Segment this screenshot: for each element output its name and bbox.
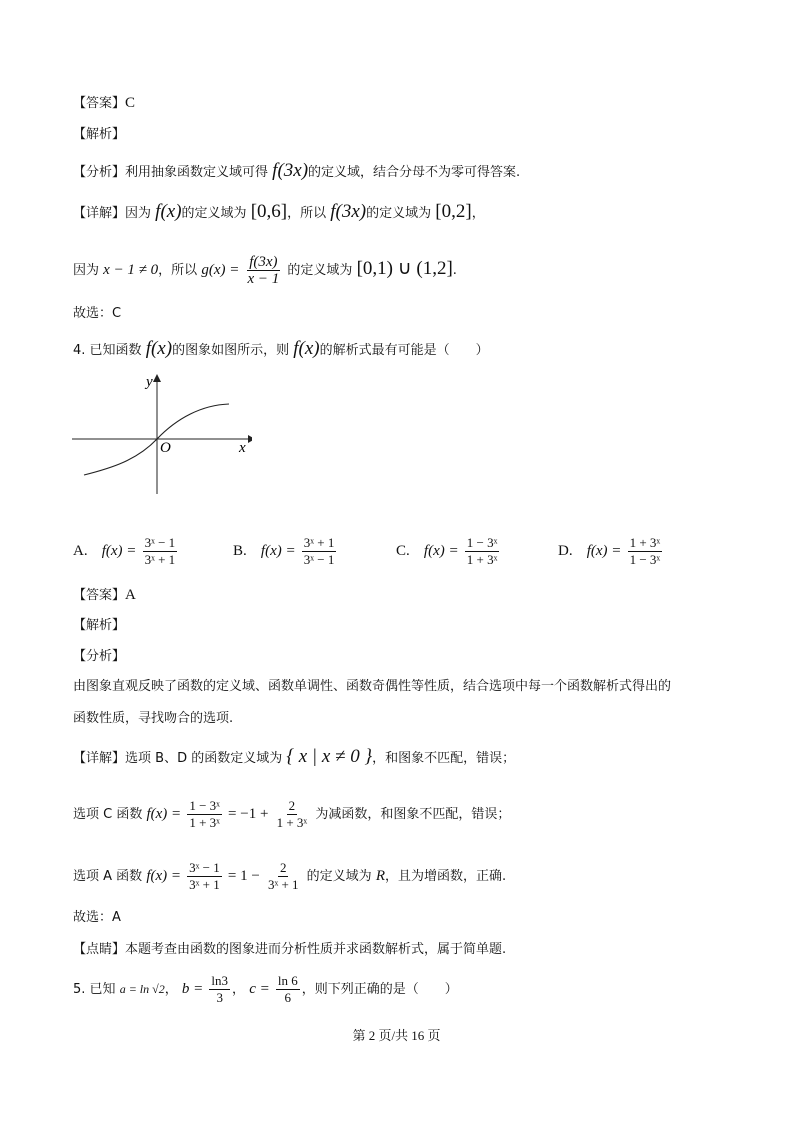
denominator: x − 1 bbox=[247, 271, 280, 287]
denominator: 3ˣ + 1 bbox=[144, 552, 176, 567]
text: 选项 A 函数 bbox=[73, 869, 143, 884]
text: ，所以 bbox=[287, 206, 327, 221]
text: 本题考查由函数的图象进而分析性质并求函数解析式，属于简单题. bbox=[125, 942, 507, 957]
xiangjie-line-2 bbox=[73, 254, 457, 287]
analysis-label-2: 【解析】 bbox=[73, 618, 126, 633]
numerator: 1 − 3ˣ bbox=[466, 535, 498, 550]
math-f3x: f(3x) bbox=[330, 201, 367, 222]
xiangjie-label: 【详解】 bbox=[73, 206, 126, 221]
numerator: ln3 bbox=[211, 973, 229, 988]
fenxi-text: 利用抽象函数定义域可得 bbox=[125, 165, 269, 180]
text: 已知函数 bbox=[89, 343, 142, 358]
text: 已知 bbox=[89, 982, 116, 997]
math-fx: f(x) bbox=[145, 338, 173, 359]
denominator: 3ˣ + 1 bbox=[189, 877, 220, 892]
x-axis-label: x bbox=[239, 440, 246, 456]
option-d[interactable] bbox=[558, 535, 664, 568]
answer-value: C bbox=[125, 95, 136, 111]
text: ，且为增函数，正确. bbox=[385, 869, 507, 884]
numerator: 2 bbox=[288, 798, 296, 813]
option-c-analysis bbox=[73, 798, 510, 831]
math-mid: = 1 − bbox=[227, 868, 260, 884]
dianjing-label: 【点睛】 bbox=[73, 942, 126, 957]
text: 因为 bbox=[73, 263, 100, 278]
question-number: 4. bbox=[73, 343, 86, 358]
function-graph bbox=[72, 370, 252, 510]
fenxi-line-1 bbox=[73, 161, 520, 183]
text: . bbox=[452, 263, 457, 278]
xiangjie-line-1 bbox=[73, 202, 485, 224]
fraction bbox=[465, 535, 500, 568]
text: 的解析式最有可能是（ ） bbox=[319, 343, 489, 358]
denominator: 6 bbox=[284, 990, 292, 1005]
math-lhs: f(x) = bbox=[146, 868, 181, 884]
question-5 bbox=[73, 973, 458, 1006]
denominator: 1 + 3ˣ bbox=[466, 552, 498, 567]
xiangjie-label: 【详解】 bbox=[73, 751, 126, 766]
option-a-analysis bbox=[73, 860, 506, 893]
math-lhs: f(x) = bbox=[146, 806, 182, 822]
math-lhs: f(x) = bbox=[260, 543, 296, 559]
text: 因为 bbox=[125, 206, 152, 221]
text: ，和图象不匹配，错误； bbox=[372, 751, 516, 766]
fenxi-label: 【分析】 bbox=[73, 165, 126, 180]
text: 的定义域为 bbox=[366, 206, 432, 221]
denominator: 1 − 3ˣ bbox=[629, 552, 661, 567]
math-domain: [0,1) ∪ (1,2] bbox=[356, 258, 453, 279]
option-letter: B. bbox=[233, 543, 247, 559]
numerator: 1 − 3ˣ bbox=[189, 798, 220, 813]
denominator: 1 + 3ˣ bbox=[276, 815, 308, 830]
math-R: R bbox=[375, 868, 385, 884]
text: ， bbox=[471, 206, 485, 221]
math-lhs: f(x) = bbox=[423, 543, 459, 559]
math-set: { x | x ≠ 0 } bbox=[286, 746, 373, 767]
fraction bbox=[302, 535, 337, 568]
numerator: 3ˣ − 1 bbox=[144, 535, 176, 550]
numerator: 3ˣ − 1 bbox=[189, 860, 220, 875]
fraction bbox=[276, 973, 300, 1006]
math-mid: = −1 + bbox=[228, 806, 269, 822]
text: ，则下列正确的是（ ） bbox=[301, 982, 458, 997]
math-lhs: f(x) = bbox=[586, 543, 622, 559]
text: ， bbox=[164, 982, 178, 997]
fraction bbox=[187, 860, 222, 893]
option-letter: C. bbox=[396, 543, 410, 559]
text: ， bbox=[232, 982, 246, 997]
fraction bbox=[143, 535, 178, 568]
numerator: 3ˣ + 1 bbox=[303, 535, 335, 550]
option-a[interactable] bbox=[73, 535, 179, 568]
fraction bbox=[187, 798, 222, 831]
numerator: f(3x) bbox=[249, 254, 278, 270]
fraction bbox=[628, 535, 663, 568]
option-letter: D. bbox=[558, 543, 573, 559]
answer-line-2 bbox=[73, 585, 136, 606]
numerator: 2 bbox=[279, 860, 287, 875]
fraction bbox=[246, 254, 282, 287]
denominator: 3 bbox=[216, 990, 223, 1005]
text: 选项 C 函数 bbox=[73, 807, 143, 822]
page-footer: 第 2 页/共 16 页 bbox=[352, 1028, 441, 1043]
answer-line-1 bbox=[73, 93, 135, 114]
math-fx: f(x) bbox=[155, 201, 182, 222]
math-f3x: f(3x) bbox=[272, 160, 309, 181]
denominator: 3ˣ + 1 bbox=[267, 877, 299, 892]
fraction bbox=[209, 973, 230, 1006]
option-b[interactable] bbox=[233, 535, 338, 568]
denominator: 3ˣ − 1 bbox=[303, 552, 335, 567]
numerator: ln 6 bbox=[277, 973, 298, 988]
option-c[interactable] bbox=[396, 535, 501, 568]
y-axis-arrow-icon bbox=[153, 374, 161, 382]
math-fx: f(x) bbox=[293, 338, 320, 359]
math-interval: [0,2] bbox=[435, 201, 472, 222]
analysis-label-1: 【解析】 bbox=[73, 127, 126, 142]
text: 的定义域为 bbox=[181, 206, 247, 221]
question-4 bbox=[73, 339, 489, 361]
answer-value: A bbox=[125, 587, 136, 603]
math-lhs: f(x) = bbox=[101, 543, 137, 559]
fraction bbox=[275, 798, 310, 831]
option-letter: A. bbox=[73, 543, 88, 559]
math-a: a = ln √2 bbox=[119, 982, 165, 996]
fenxi-text-end: 的定义域，结合分母不为零可得答案. bbox=[308, 165, 521, 180]
x-axis-arrow-icon bbox=[248, 435, 252, 443]
y-axis-label: y bbox=[146, 374, 153, 390]
text: 为减函数，和图象不匹配，错误； bbox=[315, 807, 511, 822]
fenxi-text-line-1: 由图象直观反映了函数的定义域、函数单调性、函数奇偶性等性质，结合选项中每一个函数解析式得出的 bbox=[73, 679, 672, 694]
math-gx: g(x) = bbox=[201, 262, 240, 278]
origin-label: O bbox=[160, 440, 171, 456]
answer-label: 【答案】 bbox=[73, 96, 126, 111]
fraction bbox=[266, 860, 301, 893]
fenxi-text-line-2: 函数性质，寻找吻合的选项. bbox=[73, 711, 234, 726]
text: 的图象如图所示，则 bbox=[172, 343, 290, 358]
choice-line-2: 故选：A bbox=[73, 910, 121, 925]
dianjing-line bbox=[73, 940, 506, 960]
math-interval: [0,6] bbox=[250, 201, 288, 222]
fenxi-label-2: 【分析】 bbox=[73, 649, 126, 664]
text: 的定义域为 bbox=[306, 869, 372, 884]
text: 选项 B、D 的函数定义域为 bbox=[125, 751, 283, 766]
text: ，所以 bbox=[158, 263, 198, 278]
xiangjie-line-bd bbox=[73, 747, 515, 769]
text: 的定义域为 bbox=[287, 263, 353, 278]
choice-line-1: 故选：C bbox=[73, 306, 122, 321]
numerator: 1 + 3ˣ bbox=[629, 535, 661, 550]
question-number: 5. bbox=[73, 982, 86, 997]
math-b: b = bbox=[181, 981, 204, 997]
math-c: c = bbox=[249, 981, 270, 997]
math-condition: x − 1 ≠ 0 bbox=[103, 262, 159, 278]
answer-label: 【答案】 bbox=[73, 588, 126, 603]
denominator: 1 + 3ˣ bbox=[189, 815, 220, 830]
